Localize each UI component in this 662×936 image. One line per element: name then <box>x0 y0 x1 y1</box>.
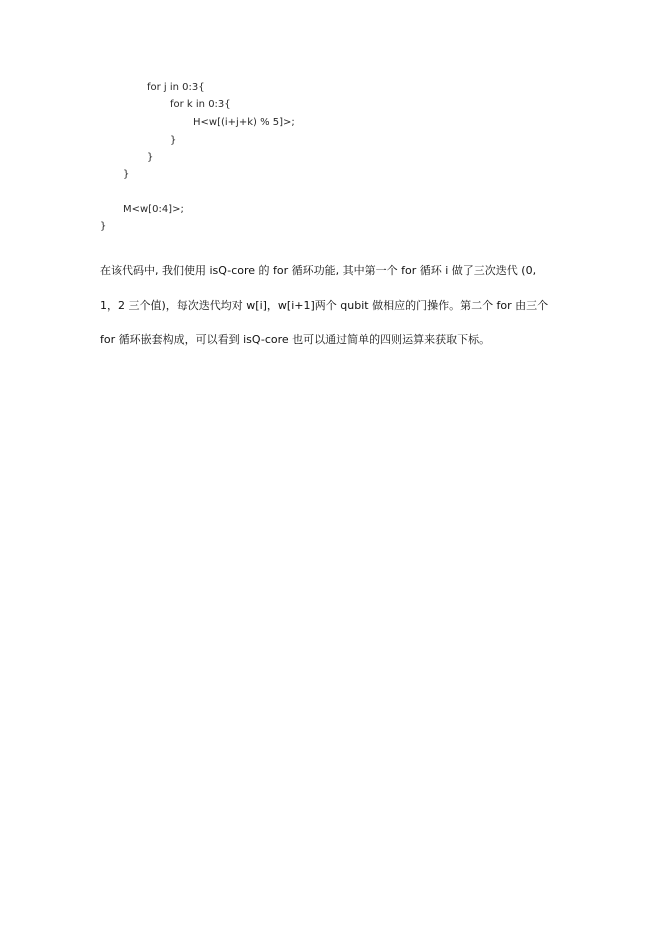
code-line-close-j: } <box>147 152 154 163</box>
code-line-for-j: for j in 0:3{ <box>147 82 205 93</box>
paragraph-line-2: 1，2 三个值)，每次迭代均对 w[i]，w[i+1]两个 qubit 做相应的门操作。第二个 for 由三个 <box>100 299 549 312</box>
code-line-close-main: } <box>100 221 107 232</box>
code-line-close-k: } <box>170 135 177 146</box>
code-line-h-gate: H<w[(i+j+k) % 5]>; <box>193 117 295 128</box>
paragraph-line-1: 在该代码中, 我们使用 isQ-core 的 for 循环功能, 其中第一个 for 循环 i 做了三次迭代 (0, <box>100 264 537 277</box>
code-line-measure: M<w[0:4]>; <box>123 204 184 215</box>
paragraph-line-3: for 循环嵌套构成，可以看到 isQ-core 也可以通过简单的四则运算来获取下标。 <box>100 333 491 346</box>
code-line-for-k: for k in 0:3{ <box>170 99 231 110</box>
code-line-close-i: } <box>123 169 130 180</box>
